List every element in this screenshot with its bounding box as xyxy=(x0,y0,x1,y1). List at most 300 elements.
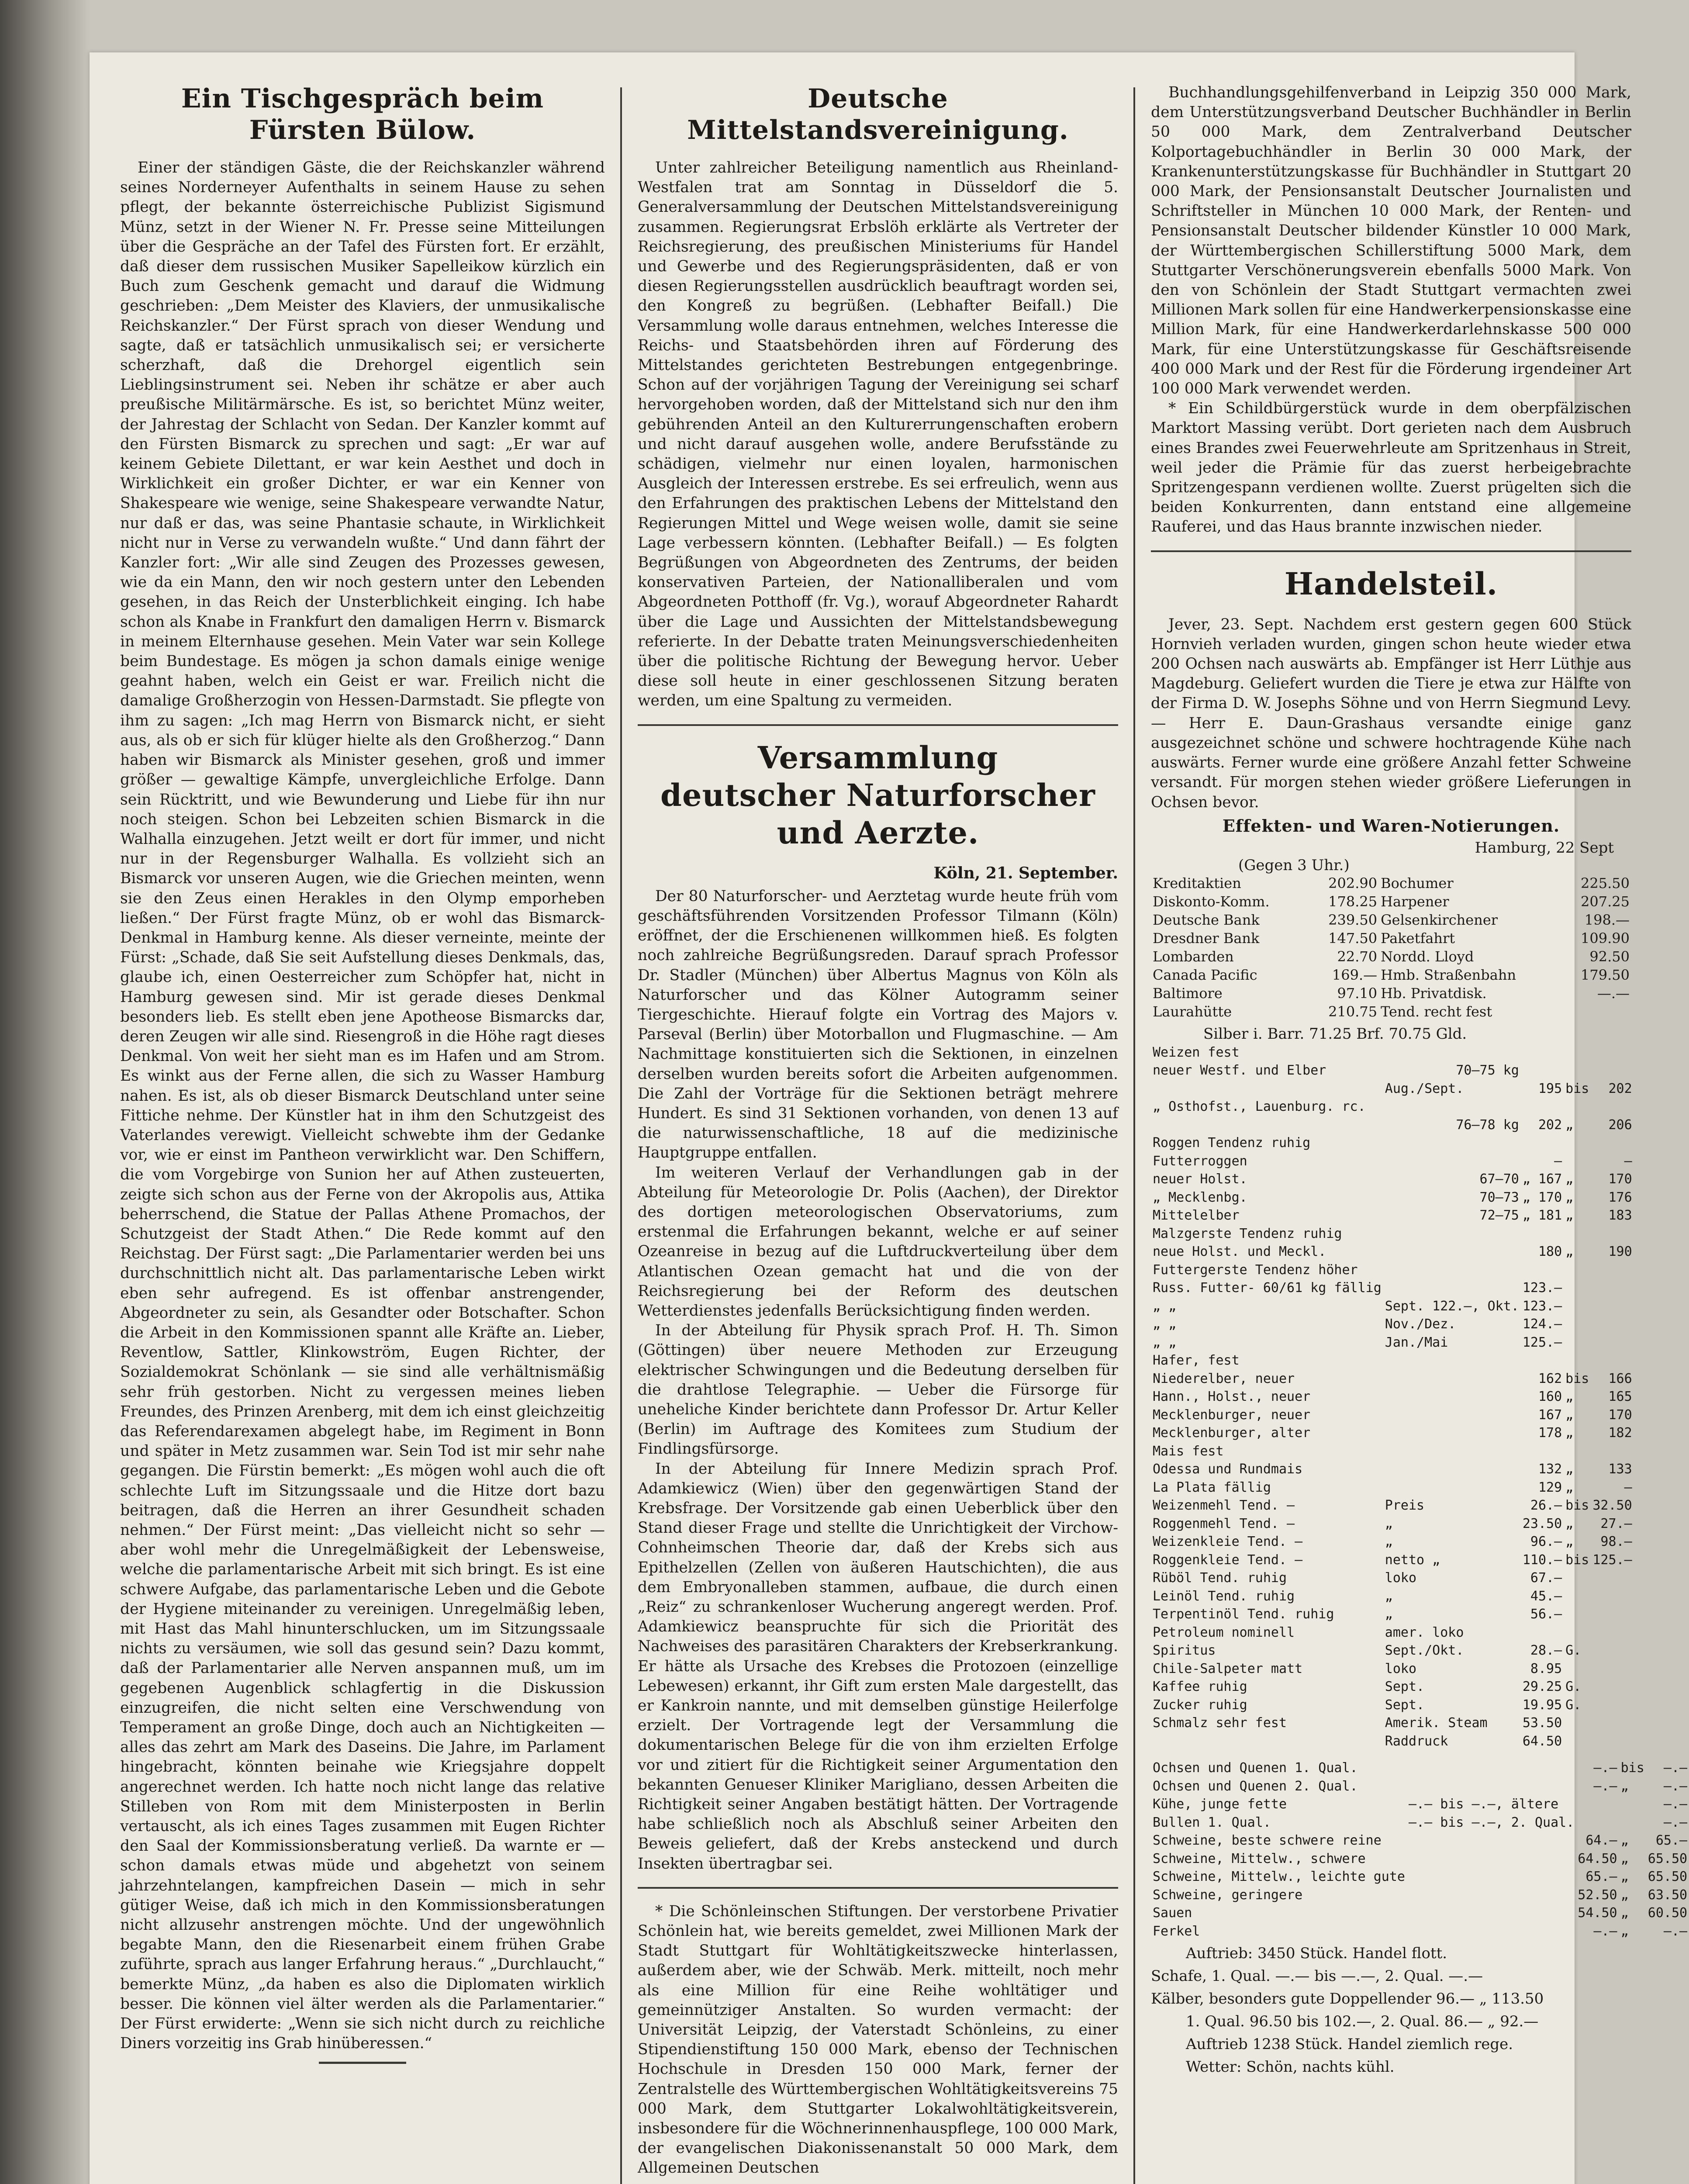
article-title-naturforscher xyxy=(638,739,1118,852)
table-cell xyxy=(1591,1098,1634,1116)
cattle-row xyxy=(1151,1814,1689,1832)
table-cell: 64.— xyxy=(1585,1833,1617,1849)
table-cell: 180 xyxy=(1538,1244,1562,1260)
cattle-row xyxy=(1151,1886,1689,1904)
table-cell xyxy=(1591,1134,1634,1152)
table-cell: 170 xyxy=(1608,1407,1632,1423)
table-cell xyxy=(1383,1479,1521,1497)
table-cell: 45.— xyxy=(1530,1588,1562,1604)
table-cell: G. xyxy=(1565,1643,1582,1659)
table-cell: 178.25 xyxy=(1328,893,1378,910)
paragraph: Der 80 Naturforscher- und Aerztetag wurde heute früh vom geschäftsführenden Vorsitzenden Professor Tilmann (Köln) eröffnet, der die Erschienenen willkommen hieß. Es folgten noch zahlreiche Begrüßungsreden. Darauf sprach Professor Dr. Stadler (München) über Albertus Magnus von Köln als Naturforscher und das Kölner Autogramm seiner Tiergeschichte. Hierauf folgte ein Vortrag des Majors v. Parseval (Berlin) über Motorballon und Flugmaschine. — Am Nachmittage konstituierten sich die Sektionen, in einzelnen derselben wurden bereits sofort die Arbeiten aufgenommen. Die Zahl der Vorträge für die Sektionen beträgt mehrere Hundert. Es sind 31 Sektionen vorhanden, von denen 13 auf die naturwissenschaftliche, 18 auf die medizinische Hauptgruppe entfallen. xyxy=(638,887,1118,1162)
table-cell: —.— xyxy=(1593,1923,1617,1939)
table-cell xyxy=(1383,1152,1521,1171)
goods-row xyxy=(1151,1605,1634,1624)
end-rule xyxy=(319,2062,406,2064)
table-cell: Lombarden xyxy=(1153,948,1234,965)
table-cell: Niederelber, neuer xyxy=(1153,1371,1295,1386)
goods-row xyxy=(1151,1696,1634,1714)
table-cell: Hb. Privatdisk. xyxy=(1381,985,1487,1002)
table-cell: bis xyxy=(1565,1371,1589,1386)
table-cell: Paketfahrt xyxy=(1381,930,1455,947)
table-cell xyxy=(1564,1605,1591,1624)
table-cell: 162 xyxy=(1538,1371,1562,1386)
table-cell: 8.95 xyxy=(1530,1661,1562,1676)
cattle-row xyxy=(1151,1922,1689,1941)
goods-row xyxy=(1151,1243,1634,1261)
table-cell: Nov./Dez. xyxy=(1385,1317,1456,1332)
cattle-row xyxy=(1151,1759,1689,1777)
table-cell: Sept. xyxy=(1385,1679,1425,1695)
table-cell: neue Holst. und Meckl. xyxy=(1153,1244,1326,1260)
table-cell: „ Mecklenbg. xyxy=(1153,1189,1247,1205)
column-rule xyxy=(620,87,622,2184)
table-cell: Roggenkleie Tend. — xyxy=(1153,1552,1303,1568)
table-cell xyxy=(1564,1569,1591,1587)
silver-quote: Silber i. Barr. 71.25 Brf. 70.75 Gld. xyxy=(1203,1025,1467,1043)
article-body-schildbuerger: * Ein Schildbürgerstück wurde in dem oberpfälzischen Marktort Massing verübt. Dort gerieten nach dem Ausbruch eines Brandes zwei Feuerwehrleute am Spritzenhaus in Streit, weil jeder die Prämie für das zuerst herbeigebrachte Spritzengespann verdienen wollte. Zuerst prügelten sich die beiden Konkurrenten, dann entstand eine allgemeine Rauferei, und das Haus brannte inzwischen nieder. xyxy=(1151,400,1631,536)
stock-row xyxy=(1151,1002,1631,1021)
table-cell xyxy=(1564,1714,1591,1732)
table-cell: „ 170 xyxy=(1522,1189,1562,1205)
cattle-row xyxy=(1151,1777,1689,1796)
table-cell: Deutsche Bank xyxy=(1153,911,1260,928)
table-cell: „ xyxy=(1620,1833,1629,1849)
table-cell xyxy=(1151,1080,1383,1098)
table-cell xyxy=(1591,1279,1634,1297)
goods-row xyxy=(1151,1297,1634,1316)
table-cell: 96.— xyxy=(1530,1534,1562,1550)
table-cell: Sept./Okt. xyxy=(1385,1643,1464,1659)
table-cell xyxy=(1564,1261,1591,1279)
table-cell xyxy=(1591,1732,1634,1751)
table-cell: Futtergerste Tendenz höher xyxy=(1153,1262,1358,1278)
table-cell xyxy=(1591,1605,1634,1624)
table-cell: 70—73 xyxy=(1479,1189,1519,1205)
table-cell: Schweine, beste schwere reine xyxy=(1153,1833,1382,1849)
article-title-buelow: Ein Tischgespräch beim Fürsten Bülow. xyxy=(181,83,544,145)
table-cell: 125.— xyxy=(1592,1552,1632,1568)
table-cell: 65.50 xyxy=(1648,1869,1688,1885)
table-cell: 26.— xyxy=(1530,1498,1562,1514)
table-cell: Diskonto-Komm. xyxy=(1153,893,1270,910)
column-1 xyxy=(120,83,605,2184)
table-cell: 182 xyxy=(1608,1425,1632,1441)
table-cell xyxy=(1407,1759,1576,1777)
table-cell: — xyxy=(1624,1153,1632,1169)
dateline: Köln, 21. September. xyxy=(933,864,1118,882)
table-cell: —.— xyxy=(1663,1760,1688,1776)
column-2 xyxy=(638,83,1118,2184)
goods-row xyxy=(1151,1406,1634,1424)
goods-row xyxy=(1151,1479,1634,1497)
table-cell: Jan./Mai xyxy=(1385,1334,1448,1350)
goods-table xyxy=(1151,1044,1634,1751)
goods-row xyxy=(1151,1678,1634,1696)
table-cell xyxy=(1407,1832,1576,1850)
title-line-1: Versammlung xyxy=(757,739,998,776)
table-cell: 70—75 kg xyxy=(1456,1063,1519,1078)
market-place: Hamburg, 22 Sept xyxy=(1475,839,1614,857)
table-cell xyxy=(1407,1886,1576,1904)
table-cell: Terpentinöl Tend. ruhig xyxy=(1153,1607,1334,1622)
table-cell xyxy=(1576,1795,1619,1814)
goods-row xyxy=(1151,1116,1634,1134)
goods-row xyxy=(1151,1206,1634,1225)
table-cell xyxy=(1591,1587,1634,1606)
column-3 xyxy=(1151,83,1688,2184)
newspaper-page xyxy=(90,52,1688,2184)
goods-row xyxy=(1151,1061,1634,1080)
table-cell: Schweine, Mittelw., schwere xyxy=(1153,1851,1366,1866)
table-cell: Mittelelber xyxy=(1153,1208,1240,1223)
table-cell xyxy=(1564,1225,1591,1243)
table-cell: Nordd. Lloyd xyxy=(1381,948,1474,965)
table-cell: Baltimore xyxy=(1153,985,1223,1002)
table-cell: „ xyxy=(1385,1588,1393,1604)
table-cell: „ xyxy=(1565,1208,1574,1223)
table-cell: 67—70 xyxy=(1479,1171,1519,1187)
table-cell xyxy=(1591,1044,1634,1062)
table-cell: 195 xyxy=(1538,1081,1562,1096)
table-cell: Dresdner Bank xyxy=(1153,930,1260,947)
table-cell: 64.50 xyxy=(1578,1851,1617,1866)
goods-row xyxy=(1151,1351,1634,1370)
table-cell: — xyxy=(1554,1153,1562,1169)
market-heading: Effekten- und Waren-Notierungen. xyxy=(1222,816,1560,836)
table-cell: 207.25 xyxy=(1581,893,1630,910)
table-cell xyxy=(1383,1044,1521,1062)
table-cell: Odessa und Rundmais xyxy=(1153,1462,1303,1477)
section-divider xyxy=(638,724,1118,726)
table-cell: „ xyxy=(1565,1407,1574,1423)
table-cell: Roggenmehl Tend. — xyxy=(1153,1516,1295,1531)
table-cell: Harpener xyxy=(1381,893,1449,910)
table-cell xyxy=(1521,1044,1564,1062)
market-footnote: Schafe, 1. Qual. —.— bis —.—, 2. Qual. —.— xyxy=(1151,1967,1483,1985)
table-cell: „ xyxy=(1565,1189,1574,1205)
table-cell xyxy=(1407,1904,1576,1922)
table-cell: 147.50 xyxy=(1328,930,1378,947)
table-cell: 125.— xyxy=(1522,1334,1562,1350)
table-cell: Raddruck xyxy=(1385,1733,1448,1749)
table-cell: Sauen xyxy=(1153,1905,1192,1921)
table-cell: „ xyxy=(1565,1425,1574,1441)
table-cell: 123.— xyxy=(1522,1298,1562,1314)
table-cell xyxy=(1564,1315,1591,1334)
table-cell: „ xyxy=(1565,1534,1574,1550)
table-cell: 64.50 xyxy=(1522,1733,1562,1749)
table-cell: amer. loko xyxy=(1385,1624,1464,1640)
goods-row xyxy=(1151,1152,1634,1171)
table-cell xyxy=(1383,1370,1521,1388)
table-cell: Mecklenburger, neuer xyxy=(1153,1407,1311,1423)
table-cell: 110.— xyxy=(1522,1552,1562,1568)
table-cell xyxy=(1564,1279,1591,1297)
table-cell: „ xyxy=(1620,1905,1629,1921)
table-cell xyxy=(1383,1442,1521,1461)
table-cell: „ xyxy=(1385,1534,1393,1550)
table-cell: 225.50 xyxy=(1581,874,1630,892)
table-cell: Hmb. Straßenbahn xyxy=(1381,966,1516,983)
goods-row xyxy=(1151,1515,1634,1533)
table-cell xyxy=(1407,1777,1576,1796)
table-cell: „ xyxy=(1565,1479,1574,1495)
table-cell: 183 xyxy=(1608,1208,1632,1223)
table-cell: bis xyxy=(1565,1081,1589,1096)
article-title-mittelstand: Deutsche Mittelstandsvereinigung. xyxy=(687,83,1069,145)
table-cell: Aug./Sept. xyxy=(1385,1081,1464,1096)
table-cell: Canada Pacific xyxy=(1153,966,1257,983)
table-cell: Bochumer xyxy=(1381,874,1454,892)
table-cell: „ xyxy=(1565,1171,1574,1187)
stock-table xyxy=(1151,874,1631,1021)
table-cell: bis xyxy=(1565,1498,1589,1514)
table-cell: 206 xyxy=(1608,1117,1632,1133)
table-cell: 19.95 xyxy=(1522,1697,1562,1713)
table-cell: Bullen 1. Qual. xyxy=(1153,1814,1271,1830)
article-body-buelow: Einer der ständigen Gäste, die der Reichskanzler während seines Norderneyer Aufenthalts in seinem Hause zu sehen pflegt, der bekannte österreichische Publizist Sigismund Münz, setzt in der Wiener N. Fr. Presse seine Mitteilungen über die Gespräche an der Tafel des Fürsten fort. Er erzählt, daß dieser dem russischen Musiker Sapelleikow kürzlich ein Buch zum Geschenk gemacht und darauf die Widmung geschrieben: „Dem Meister des Klaviers, der unmusikalische Reichskanzler.“ Der Fürst sprach von dieser Wendung und sagte, daß er tatsächlich unmusikalisch sei; er versicherte scherzhaft, daß die Drehorgel eigentlich sein Lieblingsinstrument sei. Neben ihr schätze er aber auch preußische Militärmärsche. Es ist, so berichtet Münz weiter, der Jahrestag der Schlacht von Sedan. Der Kanzler kommt auf den Fürsten Bismarck zu sprechen und sagt: „Er war auf keinem Gebiete Dilettant, er war kein Aesthet und doch in Wirklichkeit ein großer Dichter, er war ein Kenner von Shakespeare wie wenige, seine Shakespeare verwandte Natur, nur daß er das, was seine Phantasie schaute, in Wirklichkeit nicht nur in Verse zu verwandeln wußte.“ Und dann fährt der Kanzler fort: „Wir alle sind Zeugen des Prozesses gewesen, wie da ein Mann, den wir noch gestern unter den Lebenden gesehen, in das Reich der Unsterblichkeit einging. Ich habe schon als Knabe in Frankfurt den damaligen Herrn v. Bismarck in meinem Elternhause gesehen. Mein Vater war sein Kollege beim Bundestage. Es mögen ja schon damals einige wenige geahnt haben, welch ein Geist er war. Freilich nicht die damalige Großherzogin von Hessen-Darmstadt. Sie pflegte von ihm zu sagen: „Ich mag Herrn von Bismarck nicht, er sieht aus, als ob er sich für klüger hielte als den Großherzog.“ Dann haben wir Bismarck als Minister gesehen, groß und immer größer — gewaltige Kämpfe, unvergleichliche Erfolge. Dann sein Rücktritt, und wie Bewunderung und Liebe für ihn nur noch steigen. Schon bei Lebzeiten schien Bismarck in die Walhalla einzugehen. Jetzt weilt er dort für immer, und nicht nur in der Regensburger Walhalla. Es vollzieht sich an Bismarck vor unseren Augen, wie die Griechen meinten, wenn sie den Zeus einen Herakles in den Olymp emporheben ließen.“ Der Fürst fragte Münz, ob er wohl das Bismarck-Denkmal in Hamburg kenne. Als dieser verneinte, meinte der Fürst: „Schade, daß Sie seit Aufstellung dieses Denkmals, das, glaube ich, einen Oesterreicher zum Schöpfer hat, nicht in Hamburg gewesen sind. Mir ist gerade dieses Denkmal besonders lieb. Es stellt eben jene Apotheose Bismarcks dar, deren Zeugen wir alle sind. Riesengroß in die Höhe ragt dieses Denkmal. Von weit her sieht man es im Hafen und am Strom. Es winkt aus der Ferne allen, die sich zu Wasser Hamburg nahen. Es ist, als ob dieser Bismarck Deutschland unter seine Fittiche nehme. Der Künstler hat in ihm den Schutzgeist des Vaterlandes verewigt. Vielleicht schwebte ihm der Gedanke vor, wie er einst im Pantheon verwirklicht war. Den Schiffern, die vom Vorgebirge von Sunion her auf Athen zusteuerten, zeigte sich schon aus der Ferne von der Akropolis aus, Attika beherrschend, die Statue der Pallas Athene Promachos, der Schutzgeist der Stadt Athen.“ Die Rede kommt auf den Reichstag. Der Fürst sagt: „Die Parlamentarier werden bei uns durchschnittlich nicht alt. Das parlamentarische Leben wirkt eben sehr aufregend. Es ist offenbar anstrengender, Abgeordneter zu sein, als Gesandter oder Botschafter. Schon die Arbeit in den Kommissionen spannt alle Kräfte an. Lieber, Reventlow, Sattler, Klinkowström, Eugen Richter, der Sozialdemokrat Schönlank — sie sind alle verhältnismäßig sehr früh gestorben. Nicht zu vergessen meines lieben Freundes, des Prinzen Arenberg, mit dem ich einst gleichzeitig das Referendarexamen abgelegt habe, im Regiment in Bonn und später in Metz zusammen war. Sein Tod ist mir sehr nahe gegangen. Die Fürstin bemerkt: „Es mögen wohl auch die oft schlechte Luft im Sitzungssaale und die Hitze dort bazu beitragen, daß die Herren an ihrer Gesundheit schaden nehmen.“ Der Fürst meint: „Das vielleicht nicht so sehr — aber wohl mehr die Unregelmäßigkeit der Lebensweise, welche die parlamentarische Arbeit mit sich bringt. Es ist eine schwere Aufgabe, das parlamentarische Leben und die Gebote der Hygiene miteinander zu vereinigen. Unregelmäßig leben, mit Hast das Mahl hinunterschlucken, um im Sitzungssaale nichts zu versäumen, wie soll das gesund sein? Dazu kommt, daß der Parlamentarier alle Nerven anspannen muß, um im gegebenen Augenblick schlagfertig in die Diskussion einzugreifen, die nicht selten eine Verschwendung von Temperament an große Dinge, doch auch an Nichtigkeiten — alles das zehrt am Mark des Daseins. Die Jahre, im Parlament hingebracht, könnten beinahe wie Kriegsjahre doppelt angerechnet werden. Ich hatte noch nicht lange das relative Stilleben von Rom mit dem Ministerposten in Berlin vertauscht, als ich eines Tages zusammen mit Eugen Richter den Saal der Kommissionsberatung verließ. Da warnte er — schon damals etwas müde und abgehetzt von seinem jahrzehntelangen, kampfreichen Dasein — mich in sehr gütiger Weise, daß ich mich in den Kommissionsberatungen nicht allzusehr anstrengen möchte. Und der ungewöhnlich begabte Mann, den die Riesenarbeit einem frühen Grabe zuführte, sprach aus langer Erfahrung heraus.“ „Durchlaucht,“ bemerkte Münz, „da haben es also die Diplomaten wirklich besser. Die können viel älter werden als die Parlamentarier.“ Der Fürst erwiderte: „Wenn sie sich nicht durch zu reichliche Diners vorzeitig ins Grab hinüberessen.“ xyxy=(120,159,605,2053)
goods-row xyxy=(1151,1044,1634,1062)
table-cell: Malzgerste Tendenz ruhig xyxy=(1153,1226,1342,1241)
table-cell: —.— xyxy=(1597,985,1630,1002)
table-cell: Preis xyxy=(1385,1498,1425,1514)
table-cell xyxy=(1564,1297,1591,1316)
table-cell: 129 xyxy=(1538,1479,1562,1495)
table-cell: „ xyxy=(1620,1887,1629,1903)
table-cell: 176 xyxy=(1608,1189,1632,1205)
goods-row xyxy=(1151,1732,1634,1751)
section-divider xyxy=(638,1887,1118,1889)
goods-row xyxy=(1151,1496,1634,1515)
table-cell: Amerik. Steam xyxy=(1385,1715,1488,1731)
table-cell xyxy=(1564,1351,1591,1370)
table-cell xyxy=(1383,1406,1521,1424)
table-cell: „ xyxy=(1385,1516,1393,1531)
table-cell: bis xyxy=(1565,1552,1589,1568)
table-cell: Spiritus xyxy=(1153,1643,1216,1659)
table-cell: —.— xyxy=(1663,1797,1688,1812)
goods-row xyxy=(1151,1098,1634,1116)
table-cell: —.— xyxy=(1663,1778,1688,1794)
table-cell: Sept. 122.—, Okt. xyxy=(1385,1298,1519,1314)
table-cell: „ „ xyxy=(1153,1334,1177,1350)
table-cell: G. xyxy=(1565,1697,1582,1713)
table-cell: 202 xyxy=(1538,1117,1562,1133)
cattle-row xyxy=(1151,1832,1689,1850)
table-cell xyxy=(1591,1624,1634,1642)
table-cell: Tend. recht fest xyxy=(1381,1003,1492,1020)
table-cell xyxy=(1521,1225,1564,1243)
table-cell xyxy=(1564,1134,1591,1152)
section-title-handelsteil: Handelsteil. xyxy=(1284,565,1498,602)
table-cell: „ xyxy=(1565,1516,1574,1531)
cattle-table xyxy=(1151,1759,1689,1940)
market-footnote: Auftrieb: 3450 Stück. Handel flott. xyxy=(1186,1945,1447,1963)
table-cell: 32.50 xyxy=(1592,1498,1632,1514)
table-cell: 132 xyxy=(1538,1462,1562,1477)
table-cell: „ xyxy=(1620,1851,1629,1866)
table-cell: Weizenmehl Tend. — xyxy=(1153,1498,1295,1514)
table-cell: neuer Westf. und Elber xyxy=(1153,1063,1326,1078)
stock-row xyxy=(1151,892,1631,911)
table-cell xyxy=(1591,1696,1634,1714)
table-cell: 109.90 xyxy=(1581,930,1630,947)
table-cell: Schweine, geringere xyxy=(1153,1887,1303,1903)
table-cell xyxy=(1591,1714,1634,1732)
goods-row xyxy=(1151,1587,1634,1606)
table-cell: — xyxy=(1624,1479,1632,1495)
table-cell xyxy=(1576,1814,1619,1832)
goods-row xyxy=(1151,1279,1634,1297)
table-cell xyxy=(1407,1850,1576,1868)
table-cell xyxy=(1407,1922,1576,1941)
goods-row xyxy=(1151,1388,1634,1406)
table-cell xyxy=(1591,1297,1634,1316)
table-cell: —.— xyxy=(1663,1814,1688,1830)
article-body-schoenlein: * Die Schönleinschen Stiftungen. Der verstorbene Privatier Schönlein hat, wie bereits gemeldet, zwei Millionen Mark der Stadt Stuttgart für Wohltätigkeitszwecke hinterlassen, außerdem aber, wie der Schwäb. Merk. mitteilt, noch mehr als eine Million für eine Reihe wohltätiger und gemeinnütziger Anstalten. So wurden vermacht: der Universität Leipzig, der Vaterstadt Schönleins, zu einer Stipendienstiftung 150 000 Mark, ebenso der Technischen Hochschule in Dresden 150 000 Mark, ferner der Zentralstelle des Württembergischen Wohltätigkeitsvereins 75 000 Mark, dem Stuttgarter Lokalwohltätigkeitsverein, insbesondere für die Wöchnerinnenhauspflege, 100 000 Mark, der evangelischen Diakonissenanstalt 50 000 Mark, dem Allgemeinen Deutschen xyxy=(638,1902,1118,2177)
table-cell xyxy=(1383,1424,1521,1442)
table-cell: Kühe, junge fette xyxy=(1153,1797,1287,1812)
goods-row xyxy=(1151,1189,1634,1207)
table-cell xyxy=(1564,1442,1591,1461)
table-cell: 29.25 xyxy=(1522,1679,1562,1695)
table-cell xyxy=(1564,1061,1591,1080)
table-cell: Kaffee ruhig xyxy=(1153,1679,1247,1695)
goods-row xyxy=(1151,1315,1634,1334)
goods-row xyxy=(1151,1134,1634,1152)
stock-row xyxy=(1151,947,1631,966)
table-cell: 179.50 xyxy=(1581,966,1630,983)
table-cell: „ xyxy=(1620,1869,1629,1885)
table-cell: 65.50 xyxy=(1648,1851,1688,1866)
table-cell: Leinöl Tend. ruhig xyxy=(1153,1588,1295,1604)
table-cell: Weizenkleie Tend. — xyxy=(1153,1534,1303,1550)
table-cell: G. xyxy=(1565,1679,1582,1695)
table-cell: 190 xyxy=(1608,1244,1632,1260)
cattle-row xyxy=(1151,1850,1689,1868)
table-cell xyxy=(1521,1624,1564,1642)
table-cell xyxy=(1151,1732,1383,1751)
goods-row xyxy=(1151,1080,1634,1098)
table-cell: „ „ xyxy=(1153,1317,1177,1332)
table-cell: 167 xyxy=(1538,1407,1562,1423)
table-cell: 169.— xyxy=(1332,966,1378,983)
table-cell: 210.75 xyxy=(1328,1003,1378,1020)
table-cell: loko xyxy=(1385,1570,1417,1586)
table-cell: Sept. xyxy=(1385,1697,1425,1713)
table-cell: „ „ xyxy=(1153,1298,1177,1314)
table-cell: 27.— xyxy=(1600,1516,1632,1531)
table-cell xyxy=(1591,1442,1634,1461)
table-cell xyxy=(1383,1134,1521,1152)
goods-row xyxy=(1151,1660,1634,1678)
table-cell xyxy=(1591,1061,1634,1080)
table-cell xyxy=(1591,1641,1634,1660)
table-cell: Mais fest xyxy=(1153,1443,1224,1459)
table-cell: „ xyxy=(1620,1778,1629,1794)
table-cell: „ Osthofst., Lauenburg. rc. xyxy=(1153,1099,1366,1115)
table-cell: 178 xyxy=(1538,1425,1562,1441)
market-time: (Gegen 3 Uhr.) xyxy=(1238,856,1350,874)
article-body-mittelstand: Unter zahlreicher Beteiligung namentlich aus Rheinland-Westfalen trat am Sonntag in Düsseldorf die 5. Generalversammlung der Deutschen Mittelstandsvereinigung zusammen. Regierungsrat Erbslöh erklärte als Vertreter der Reichsregierung, des preußischen Ministeriums für Handel und Gewerbe und des Regierungspräsidenten, daß er von diesen Regierungsstellen ausdrücklich beauftragt worden sei, den Kongreß zu begrüßen. (Lebhafter Beifall.) Die Versammlung wolle daraus entnehmen, welches Interesse die Reichs- und Staatsbehörden ihren auf Förderung des Mittelstandes gerichteten Bestrebungen entgegenbringe. Schon auf der vorjährigen Tagung der Vereinigung sei scharf hervorgehoben worden, daß der Mittelstand sich nur den ihm gebührenden Anteil an den Kulturerrungenschaften erobern und nicht darauf ausgehen wolle, andere Berufsstände zu schädigen, vielmehr nur einen loyalen, harmonischen Ausgleich der Interessen erstrebe. Es sei erfreulich, wenn aus den Erfahrungen des praktischen Lebens der Mittelstand den Regierungen Mittel und Wege weisen wolle, damit sie seine Lage verbessern könnten. (Lebhafter Beifall.) — Es folgten Begrüßungen von Abgeordneten des Zentrums, der beiden konservativen Parteien, der Nationalliberalen und vom Abgeordneten Potthoff (fr. Vg.), worauf Abgeordneter Rahardt über die Lage und Aussichten der Mittelstandsbewegung referierte. In der Debatte traten Meinungsverschiedenheiten über die politische Richtung der Bewegung hervor. Ueber diese soll heute in einer geschlossenen Sitzung beraten werden, um eine Spaltung zu vermeiden. xyxy=(638,159,1118,710)
table-cell: 97.10 xyxy=(1337,985,1378,1002)
table-cell: Chile-Salpeter matt xyxy=(1153,1661,1303,1676)
paragraph: In der Abteilung für Innere Medizin sprach Prof. Adamkiewicz (Wien) über den gegenwärtigen Stand der Krebsfrage. Der Vorsitzende gab einen Ueberblick über den Stand dieser Frage und stellte die Unrichtigkeit der Virchow-Cohnheimschen Theorie dar, daß der Krebs sich aus Epithelzellen (Zellen von äußeren Hautschichten), die aus dem Embryonalleben stammen, aufbaue, die durch einen „Reiz“ zu schrankenloser Wucherung angeregt werden. Prof. Adamkiewicz beanspruchte für sich die Priorität des Nachweises des parasitären Charakters der Krebserkrankung. Er hätte als Ursache des Krebses die Protozoen (einzellige Lebewesen) erkannt, ihr Gift zum ersten Male dargestellt, das er Kankroin nannte, und mit demselben günstige Heilerfolge erzielt. Der Vortragende legt der Versammlung die dokumentarischen Belege für die von ihm erzielten Erfolge vor und zitiert für die Richtigkeit seiner Argumentation den bekannten Genueser Kliniker Marigliano, dessen Arbeiten die Richtigkeit seiner Angaben bestätigt hätten. Der Vortragende habe schließlich noch als Abschluß seiner Arbeiten den Beweis geliefert, daß der Krebs ansteckend und durch Insekten übertragbar sei. xyxy=(638,1460,1118,1873)
table-cell: 67.— xyxy=(1530,1570,1562,1586)
table-cell: —.— bis —.—, ältere xyxy=(1408,1797,1559,1812)
table-cell: 165 xyxy=(1608,1389,1632,1405)
table-cell: bis xyxy=(1620,1760,1644,1776)
table-cell: 60.50 xyxy=(1648,1905,1688,1921)
table-cell: loko xyxy=(1385,1661,1417,1676)
table-cell: Mecklenburger, alter xyxy=(1153,1425,1311,1441)
column-rule xyxy=(1133,87,1135,2184)
table-cell: Futterroggen xyxy=(1153,1153,1247,1169)
market-footnote: Kälber, besonders gute Doppellender 96.— „ 113.50 xyxy=(1151,1990,1544,2008)
table-cell: Roggen Tendenz ruhig xyxy=(1153,1135,1311,1151)
goods-row xyxy=(1151,1569,1634,1587)
goods-row xyxy=(1151,1714,1634,1732)
table-cell: Schmalz sehr fest xyxy=(1153,1715,1287,1731)
table-cell: neuer Holst. xyxy=(1153,1171,1247,1187)
table-cell: 56.— xyxy=(1530,1607,1562,1622)
table-cell: 198.— xyxy=(1584,911,1630,928)
table-cell: 124.— xyxy=(1522,1317,1562,1332)
table-cell xyxy=(1591,1660,1634,1678)
table-cell: Ochsen und Quenen 2. Qual. xyxy=(1153,1778,1358,1794)
goods-row xyxy=(1151,1424,1634,1442)
table-cell: netto „ xyxy=(1385,1552,1440,1568)
table-cell xyxy=(1383,1351,1521,1370)
cattle-row xyxy=(1151,1904,1689,1922)
table-cell: 65.— xyxy=(1585,1869,1617,1885)
table-cell: Schweine, Mittelw., leichte gute xyxy=(1153,1869,1405,1885)
table-cell: 92.50 xyxy=(1589,948,1630,965)
goods-row xyxy=(1151,1624,1634,1642)
section-divider xyxy=(1151,550,1631,552)
table-cell: 202.90 xyxy=(1328,874,1378,892)
table-cell: La Plata fällig xyxy=(1153,1479,1271,1495)
table-cell: „ xyxy=(1565,1389,1574,1405)
goods-row xyxy=(1151,1442,1634,1461)
table-cell: 63.50 xyxy=(1648,1887,1688,1903)
table-cell xyxy=(1383,1098,1521,1116)
stock-row xyxy=(1151,911,1631,929)
table-cell: „ xyxy=(1385,1607,1393,1622)
table-cell xyxy=(1521,1261,1564,1279)
table-cell: „ xyxy=(1565,1117,1574,1133)
table-cell xyxy=(1591,1351,1634,1370)
table-cell xyxy=(1562,1002,1631,1021)
table-cell: Hann., Holst., neuer xyxy=(1153,1389,1311,1405)
table-cell xyxy=(1521,1442,1564,1461)
goods-row xyxy=(1151,1261,1634,1279)
table-cell xyxy=(1591,1261,1634,1279)
table-cell: —.— bis —.—, 2. Qual. xyxy=(1408,1814,1575,1830)
table-cell xyxy=(1383,1388,1521,1406)
goods-row xyxy=(1151,1370,1634,1388)
table-cell xyxy=(1383,1225,1521,1243)
table-cell: —.— xyxy=(1593,1778,1617,1794)
table-cell xyxy=(1521,1351,1564,1370)
table-cell: 72—75 xyxy=(1479,1208,1519,1223)
article-body-jever: Jever, 23. Sept. Nachdem erst gestern gegen 600 Stück Hornvieh verladen wurden, gingen schon heute wieder etwa 200 Ochsen nach auswärts ab. Empfänger ist Herr Lüthje aus Magdeburg. Geliefert wurden die Tiere je etwa zur Hälfte von der Firma D. W. Josephs Söhne und von Herrn Siegmund Levy. — Herr E. Daun-Grashaus versandte einige ganz ausgezeichnet schöne und schwere hochtragende Kühe nach auswärts. Ferner wurde eine größere Anzahl fetter Schweine versandt. Für morgen stehen wieder größere Lieferungen in Ochsen bevor. xyxy=(1151,615,1631,811)
table-cell xyxy=(1591,1225,1634,1243)
table-cell: Rüböl Tend. ruhig xyxy=(1153,1570,1287,1586)
stock-row xyxy=(1151,874,1631,892)
table-cell: —.— xyxy=(1593,1760,1617,1776)
